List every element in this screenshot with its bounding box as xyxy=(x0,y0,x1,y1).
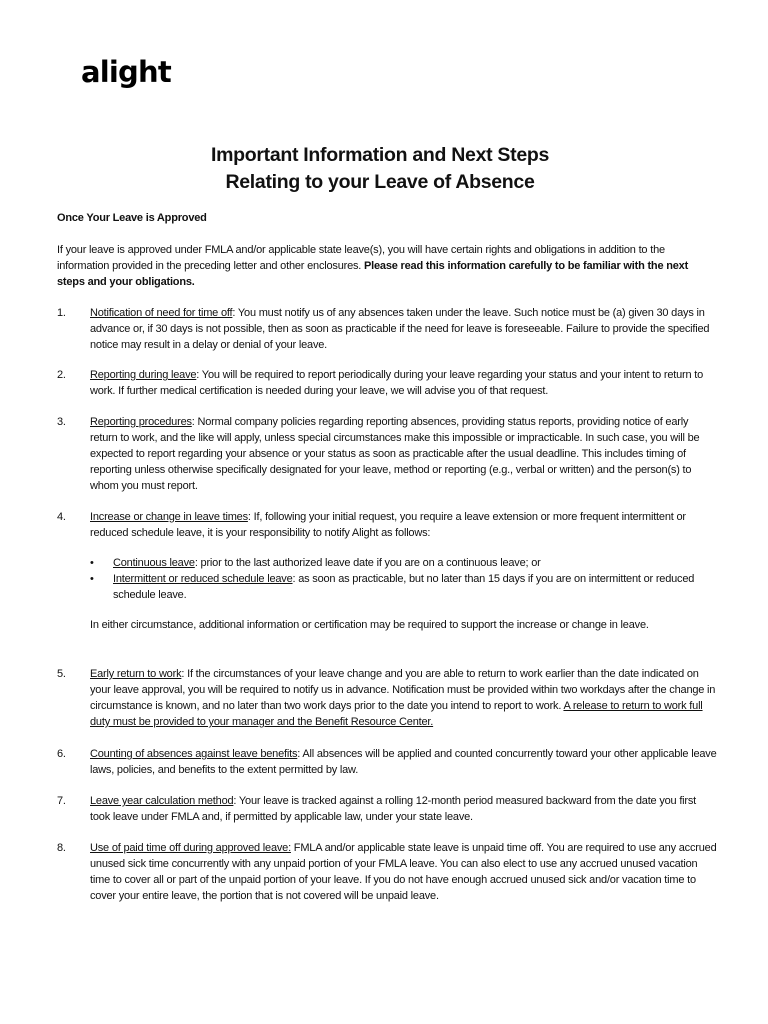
title-line-1: Important Information and Next Steps xyxy=(210,144,550,166)
item-number: 2. xyxy=(57,369,66,381)
bullet-list xyxy=(90,555,717,603)
list-item-1 xyxy=(57,305,717,353)
item-text: : Your leave is tracked against a rolling 12-month period measured backward from the date you first took leave under FMLA and, if permitted by applicable law, under your state leave. xyxy=(90,795,697,823)
item-body xyxy=(90,666,717,730)
item-heading: Early return to work xyxy=(90,668,182,680)
item-number: 7. xyxy=(57,795,66,807)
item-text: : You will be required to report periodically during your leave regarding your status and your intent to return to work. If further medical certification is needed during your leave, we will advise you of that request. xyxy=(90,369,704,397)
item-number: 6. xyxy=(57,748,66,760)
item-number: 8. xyxy=(57,842,66,854)
item-body xyxy=(90,746,717,778)
item-paragraph-2: In either circumstance, additional information or certification may be required to support the increase or change in leave. xyxy=(90,619,649,631)
item-heading: Increase or change in leave times xyxy=(90,511,248,523)
item-body xyxy=(90,414,717,494)
item-text: FMLA and/or applicable state leave is unpaid time off. You are required to use any accrued unused sick time concurrently with any unpaid portion of your FMLA leave. You can also elect to use any accrued unused vacation time to cover all or part of the unpaid portion of your leave. If you do not have enough accrued unused sick and/or vacation time to cover your entire leave, the portion that is not covered will be unpaid leave. xyxy=(90,842,717,902)
item-heading: Leave year calculation method xyxy=(90,795,234,807)
list-item-4 xyxy=(57,509,717,633)
intro-paragraph xyxy=(57,242,717,290)
item-heading: Reporting procedures xyxy=(90,416,192,428)
item-heading: Counting of absences against leave benefits xyxy=(90,748,298,760)
item-number: 3. xyxy=(57,416,66,428)
section-heading: Once Your Leave is Approved xyxy=(57,212,207,224)
item-heading: Use of paid time off during approved leave: xyxy=(90,842,291,854)
bullet-item xyxy=(90,555,717,571)
item-body xyxy=(90,840,717,904)
item-body xyxy=(90,367,717,399)
bullet-item xyxy=(90,571,717,603)
item-heading: Notification of need for time off xyxy=(90,307,233,319)
item-body xyxy=(90,305,717,353)
bullet-dot-icon: • xyxy=(90,573,94,585)
list-item-5 xyxy=(57,666,717,730)
bullet-heading: Intermittent or reduced schedule leave xyxy=(113,573,293,585)
item-heading: Reporting during leave xyxy=(90,369,197,381)
bullet-dot-icon: • xyxy=(90,557,94,569)
item-underlined-tail: A release to return to work full duty must be provided to your manager and the Benefit Resource Center. xyxy=(90,700,703,728)
item-number: 1. xyxy=(57,307,66,319)
document-title xyxy=(0,142,760,196)
bullet-heading: Continuous leave xyxy=(113,557,195,569)
alight-logo: alight xyxy=(81,55,171,89)
item-text: : If the circumstances of your leave change and you are able to return to work earlier than the date indicated on your leave approval, you will be required to notify us in advance. Notification must be provided within two workdays after the change in circumstance is known, and no later than two work days prior to the date you intend to report to work. xyxy=(90,668,716,712)
item-text: : All absences will be applied and counted concurrently toward your other applicable leave laws, policies, and benefits to the extent permitted by law. xyxy=(90,748,717,776)
intro-bold-text: Please read this information carefully to be familiar with the next steps and your obligations. xyxy=(57,260,689,288)
list-item-7 xyxy=(57,793,717,825)
item-text: : Normal company policies regarding reporting absences, providing status reports, providing notice of early return to work, and the like will apply, unless special circumstances make this impossible or impracticable. In such case, you will be expected to report regarding your absence or your status as soon as practicable after the usual deadline. This includes timing of reporting unless otherwise specifically designated for your leave, method or reporting (e.g., verbal or written) and the person(s) to whom you must report. xyxy=(90,416,700,492)
list-item-3 xyxy=(57,414,717,494)
list-item-8 xyxy=(57,840,717,904)
list-item-6 xyxy=(57,746,717,778)
item-number: 5. xyxy=(57,668,66,680)
item-text: : You must notify us of any absences taken under the leave. Such notice must be (a) given 30 days in advance or, if 30 days is not possible, then as soon as practicable if the need for leave is foreseeable. Failure to provide the specified notice may result in a delay or denial of your leave. xyxy=(90,307,710,351)
list-item-2 xyxy=(57,367,717,399)
title-line-2: Relating to your Leave of Absence xyxy=(225,171,535,193)
bullet-text: : prior to the last authorized leave date if you are on a continuous leave; or xyxy=(194,557,541,569)
item-body xyxy=(90,793,717,825)
item-number: 4. xyxy=(57,511,66,523)
bullet-text: : as soon as practicable, but no later than 15 days if you are on intermittent or reduced schedule leave. xyxy=(113,573,695,601)
intro-text: If your leave is approved under FMLA and/or applicable state leave(s), you will have certain rights and obligations in addition to the information provided in the preceding letter and other enclosures. xyxy=(57,244,665,272)
item-text: : If, following your initial request, you require a leave extension or more frequent intermittent or reduced schedule leave, it is your responsibility to notify Alight as follows: xyxy=(90,511,686,539)
item-body xyxy=(90,509,717,633)
